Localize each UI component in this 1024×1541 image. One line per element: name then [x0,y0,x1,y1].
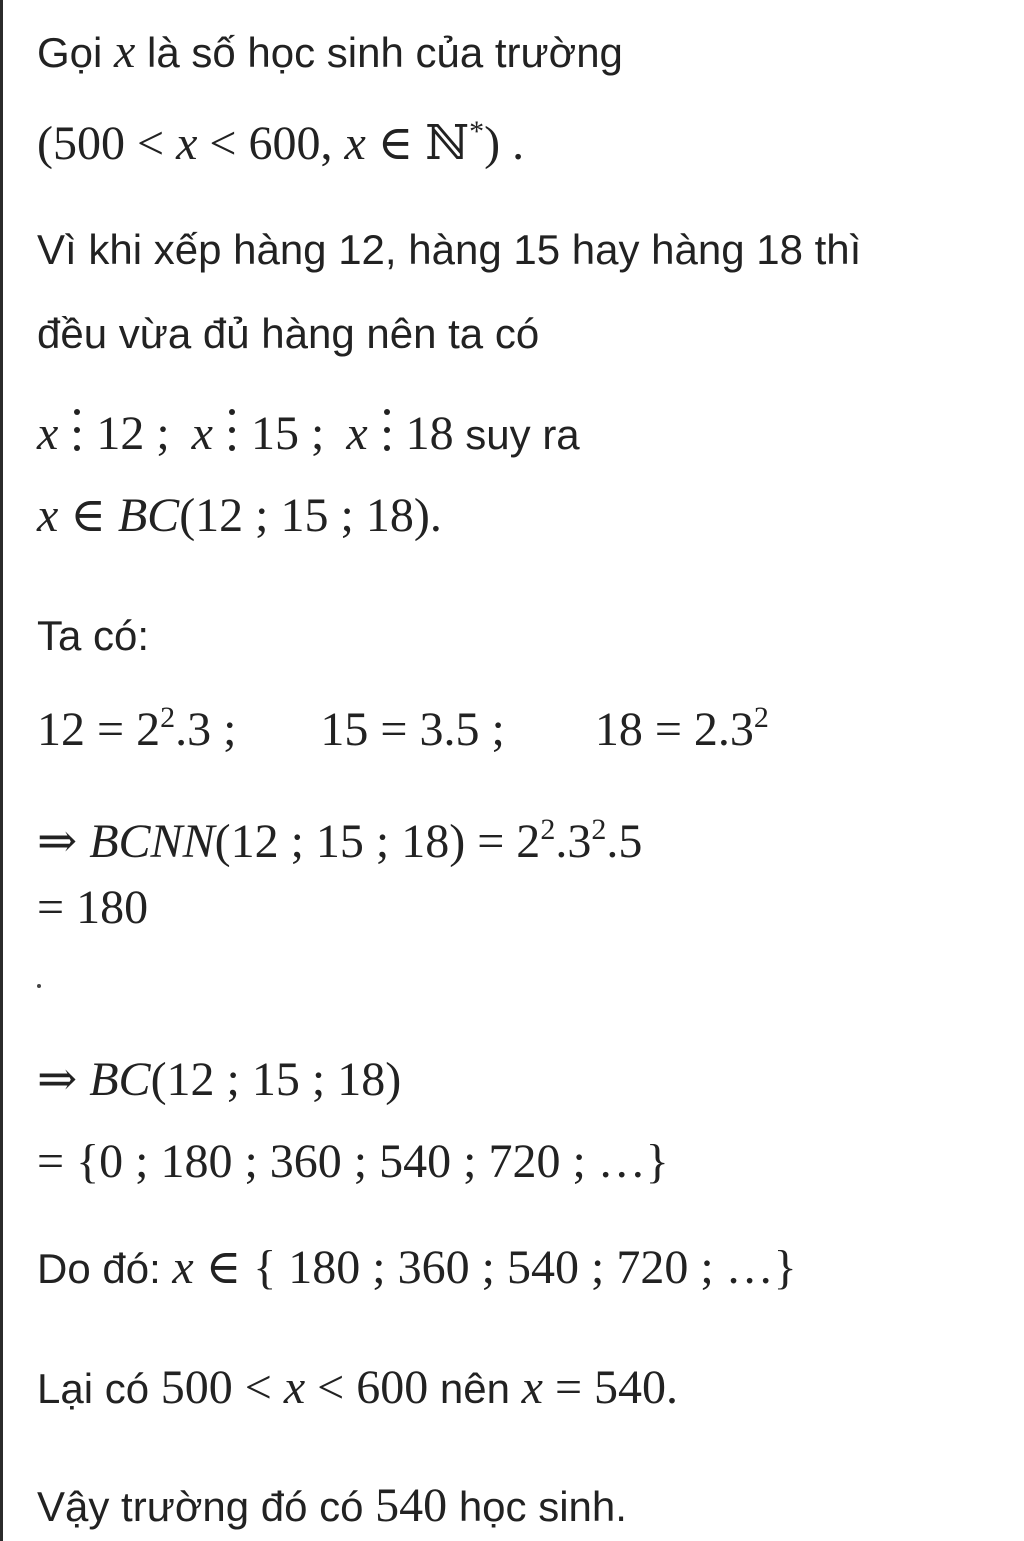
math-var: BCNN [89,815,215,868]
left-border [0,0,3,1541]
line-bc [37,1052,401,1109]
math: .3 ; [175,703,237,756]
divides-symbol [225,407,239,455]
line-conclusion-x [37,1360,678,1417]
period-dot [37,984,41,988]
text: Lại có [37,1365,161,1412]
line-equals-180 [37,880,148,937]
text: nên [428,1365,522,1412]
text: Gọi [37,29,115,76]
math-var: x [37,489,59,542]
math: 500 < [160,1361,284,1414]
line-factorization [37,690,769,759]
math-var: x [191,407,213,460]
implies-arrow: ⇒ [37,815,90,868]
text: Vì khi xếp hàng 12, hàng 15 hay hàng 18 thì [37,226,862,273]
math-var: x [176,117,198,170]
math: .5 [606,815,643,868]
text: đều vừa đủ hàng nên ta có [37,310,540,357]
math: (12 ; 15 ; 18) [150,1053,402,1106]
math: (12 ; 15 ; 18). [179,489,442,542]
math-var: x [114,25,136,78]
math: 18 = 2.3 [594,703,754,756]
math-sup: 2 [753,701,769,734]
math-sup: * [469,115,485,148]
math-var: x [283,1361,306,1414]
text: Do đó: [37,1245,173,1292]
math-sup: 2 [160,701,176,734]
line-reason-2 [37,306,539,362]
math-var: BC [117,489,180,542]
math: 540 [375,1479,448,1532]
math: .3 [555,815,592,868]
math: 12 ; [96,407,170,460]
math: < 600, [197,117,345,170]
math: ∈ ℕ [365,117,470,170]
line-bcnn [37,802,642,871]
text: suy ra [453,411,580,458]
line-bc-set [37,1134,669,1191]
line-divisibility [37,406,580,463]
text: Vậy trường đó có [37,1483,376,1530]
math-var: x [344,117,366,170]
math-sup: 2 [591,813,607,846]
line-bc-membership [37,488,442,545]
math-var: x [172,1241,194,1294]
math: 15 = 3.5 ; [320,703,505,756]
math: = {0 ; 180 ; 360 ; 540 ; 720 ; …} [37,1135,669,1188]
math: = 180 [37,881,149,934]
line-final-answer [37,1478,627,1535]
math: 18 [405,407,454,460]
math: 15 ; [250,407,325,460]
line-reason-1 [37,222,861,278]
math: ) . [484,117,525,170]
math-var: x [346,407,368,460]
math: 12 = 2 [37,703,161,756]
implies-arrow: ⇒ [37,1053,90,1106]
line-do-do [37,1240,797,1297]
math: (12 ; 15 ; 18) = 2 [214,815,541,868]
math-sup: 2 [540,813,556,846]
math: (500 < [37,117,177,170]
math: = 540. [542,1361,679,1414]
math: ∈ [58,489,118,542]
math-var: x [521,1361,543,1414]
text: là số học sinh của trường [135,29,623,76]
math: ∈ { 180 ; 360 ; 540 ; 720 ; …} [193,1241,797,1294]
divides-symbol [380,407,394,455]
line-range [37,104,524,173]
line-define-x [37,24,623,81]
divides-symbol [70,407,84,455]
text: học sinh. [447,1483,627,1530]
math: < 600 [305,1361,429,1414]
math-var: BC [89,1053,151,1106]
text: Ta có: [37,612,150,659]
math-var: x [37,407,59,460]
line-ta-co [37,608,149,664]
